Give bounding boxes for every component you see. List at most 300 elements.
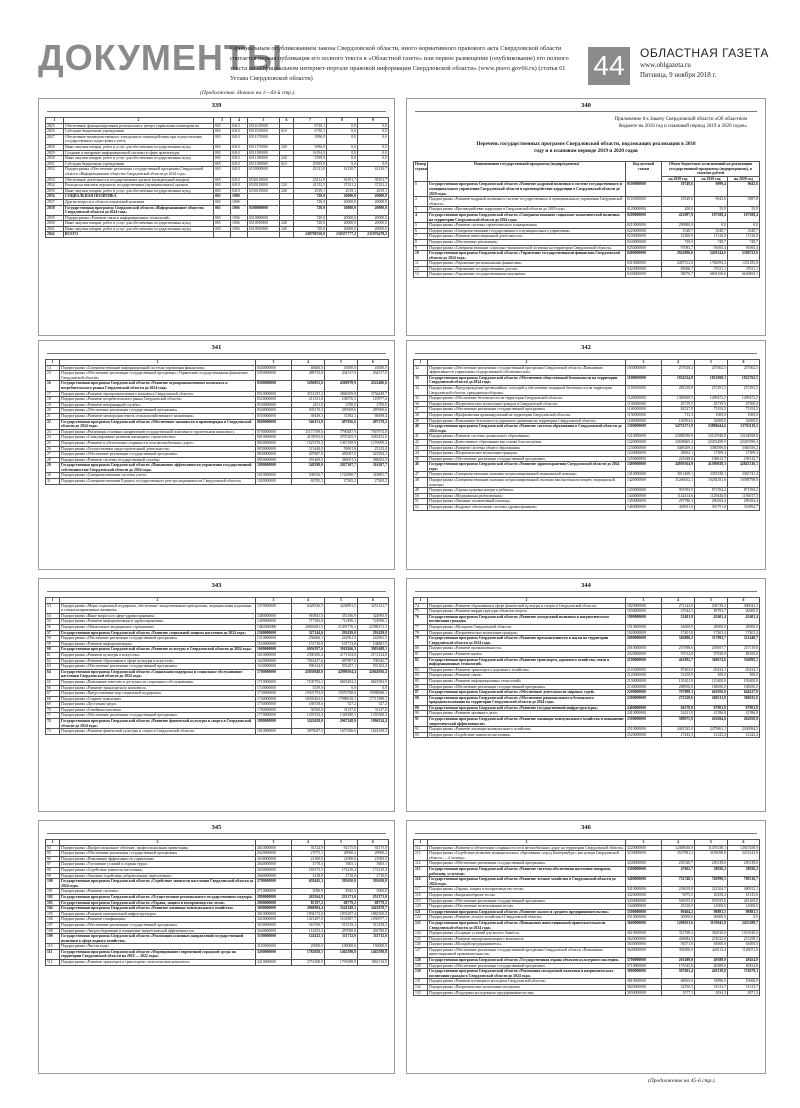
table-cell: 2700,0	[325, 402, 358, 408]
table-cell: 1010000000	[256, 473, 292, 479]
table-cell: 83066,7	[662, 266, 695, 272]
table-body	[414, 598, 760, 738]
table-cell: 1220000000	[626, 439, 662, 445]
table-cell: 1006	[231, 226, 248, 232]
doc-page-339	[38, 98, 395, 336]
table-cell: 9	[414, 245, 428, 251]
table-cell: Подпрограмма «Улучшение условий и охраны труда»	[60, 862, 256, 868]
table-cell: 2620000000	[256, 851, 292, 857]
table-row	[46, 419, 389, 429]
table-cell: Государственная программа Свердловской области «Развитие системы обеспечения населения товарами, работами, услугами»	[428, 866, 626, 876]
table-cell: 104	[46, 906, 60, 912]
table-cell: 2	[428, 360, 626, 366]
table-cell: 1520000000	[256, 641, 292, 647]
table-cell: 0830000000	[256, 446, 292, 452]
table-cell: Подпрограмма «Развитие системы»	[60, 889, 256, 895]
table-cell: 1021497,0	[292, 917, 325, 923]
table-cell: 3400000000	[626, 877, 662, 887]
table-cell: 3620000000	[626, 936, 662, 942]
table-cell: 225048,6	[662, 456, 695, 462]
table-cell: 507635,6	[695, 898, 728, 904]
table-cell: 43	[414, 445, 428, 451]
table-cell: 126	[414, 942, 428, 948]
table-cell: 218618,0	[662, 887, 695, 893]
table-cell: 3355338,1	[695, 472, 728, 478]
table-cell: 123	[414, 920, 428, 930]
table-cell: 68779,2	[325, 900, 358, 906]
table-cell: 0410	[231, 156, 248, 162]
table-cell: 700345,7	[358, 658, 389, 664]
table-cell: 9587,8	[728, 197, 760, 207]
table-row	[46, 603, 389, 613]
table-cell: 18996,0	[695, 979, 728, 985]
table-cell: 151710,6	[292, 641, 325, 647]
table-cell: 64	[46, 669, 60, 679]
table-cell: 0520000000	[256, 397, 292, 403]
table-cell: Иные закупки товаров, работ и услуг для обеспечения государственных нужд	[64, 144, 214, 150]
table-cell: 257002,5	[728, 365, 760, 375]
table-cell: 1882500,0	[358, 911, 389, 917]
table-cell: 32	[414, 365, 428, 375]
table-cell: Подпрограмма «Обеспечение реализации государственной программы»	[428, 898, 626, 904]
table-cell: Подпрограмма «Развитие лесного хозяйства в Свердловской области»	[428, 915, 626, 921]
table-cell: 60	[46, 647, 60, 653]
table-cell: 111712,0	[325, 934, 358, 944]
table-cell: 39191,7	[327, 177, 358, 183]
table-cell: 1822762,5	[728, 375, 760, 385]
table-row	[414, 212, 760, 222]
table-cell: Подпрограмма «Развитие ветеринарной службы»	[60, 402, 256, 408]
table-cell: 38820,2	[728, 866, 760, 876]
table-cell: 1210000000	[626, 434, 662, 440]
table-cell: 3381452,6	[358, 435, 389, 441]
table-cell: Подпрограмма «Охрана, защита и воспроизводство лесов»	[428, 887, 626, 893]
table-cell: 108	[46, 928, 60, 934]
table-row	[46, 949, 389, 959]
table-cell: Государственная программа Свердловской области «Развитие молодежной политики и патриотического воспитания граждан»	[428, 614, 626, 624]
table-cell: 27365,2	[358, 479, 389, 485]
table-cell: 58	[46, 636, 60, 642]
table-cell: 250138,6	[728, 861, 760, 867]
table-cell: Подпрограмма «Развитие потенциала молодежи Свердловской области»	[428, 979, 626, 985]
table-cell: 065	[214, 221, 231, 227]
table-cell: 80	[414, 646, 428, 652]
table-cell: 112	[46, 960, 60, 966]
table-cell: 11316,8	[728, 234, 760, 240]
table-cell: 2827	[46, 134, 64, 144]
table-cell: 1820000000	[626, 603, 662, 609]
table-cell: 2020000000	[626, 651, 662, 657]
table-cell: 6511180000	[248, 161, 280, 167]
table-cell: 1128051,6	[728, 947, 760, 957]
table-cell: 1050977,1	[358, 917, 389, 923]
table-cell: 95	[46, 851, 60, 857]
doc-page-number: 341	[211, 344, 222, 351]
table-cell: 92175,8	[325, 845, 358, 851]
table-cell: Подпрограмма «Осуществление градостроительной деятельности»	[60, 446, 256, 452]
table-cell: 240	[280, 144, 294, 150]
table-cell: 1209023,6	[662, 920, 695, 930]
table-cell: 3230000000	[626, 851, 662, 861]
table-cell	[280, 134, 294, 144]
table-cell: 2830	[46, 156, 64, 162]
table-cell: 51	[414, 499, 428, 505]
table-cell: 21493776,1	[325, 624, 358, 630]
table-cell: 12	[414, 266, 428, 272]
table-cell: 4	[292, 598, 325, 604]
table-cell: СОЦИАЛЬНАЯ ПОЛИТИКА	[64, 194, 214, 200]
table-cell: 31137,0	[325, 707, 358, 713]
table-cell: 240	[280, 226, 294, 232]
table-cell: 591207,1	[325, 664, 358, 670]
table-cell: 497379,2	[358, 419, 389, 429]
table-cell: 2400000000	[626, 705, 662, 711]
table-cell: 32550,5	[662, 985, 695, 991]
table-cell: 1791698,9	[325, 960, 358, 966]
table-cell: 133	[414, 990, 428, 996]
table-cell: 27	[46, 452, 60, 458]
table-cell: 65785,2	[292, 479, 325, 485]
table-cell: Подпрограмма «Управление региональными финансами»	[428, 261, 626, 267]
table-cell: Государственная программа Свердловской области «Развитие государственной инфраструктуры»	[428, 705, 626, 711]
table-cell: 6510910000	[248, 221, 280, 227]
table-cell: 1400000000	[626, 462, 662, 472]
table-cell: 272328,6	[662, 695, 695, 705]
table-cell: 1	[46, 598, 60, 604]
table-cell: Подпрограмма «Обеспечение реализации государственной программы»	[428, 407, 626, 413]
table-cell: 871594,2	[728, 488, 760, 494]
table-cell: 720,0	[294, 194, 327, 200]
table-cell: 28960,2	[358, 851, 389, 857]
table-cell: 1510000000	[256, 636, 292, 642]
table-cell: Государственная программа Свердловской области «Обеспечение общественной безопасности на территории Свердловской области до 2024 года»	[428, 375, 626, 385]
table-cell: 1861116,9	[358, 960, 389, 966]
table-cell: 23125940,8	[695, 434, 728, 440]
table-cell: 497687,0	[292, 452, 325, 458]
table-cell: 2832	[46, 167, 64, 177]
table-cell: 0410	[231, 177, 248, 183]
table-cell: Государственная программа Свердловской области «Развитие жилищно-коммунального хозяйства и повышение энергетической эффективности»	[429, 717, 624, 726]
table-cell: 717383,8	[292, 619, 325, 625]
continuation-note-top: (Продолжение. Начало на 1—43-й стр.).	[200, 90, 296, 96]
table-cell: 47044,5	[662, 609, 695, 615]
table-cell: 2840	[46, 221, 64, 227]
table-cell: 1480000000	[256, 613, 292, 619]
table-cell: 22	[46, 419, 60, 429]
table-cell: 110977,6	[358, 397, 389, 403]
table-row	[46, 167, 389, 177]
table-cell: 065	[214, 167, 231, 177]
table-cell: Другие вопросы в области социальной политики	[64, 199, 214, 205]
table-cell: 68498,4	[358, 413, 389, 419]
table-cell: 128	[414, 958, 428, 964]
table-cell: 41152,5	[294, 183, 327, 189]
table-cell: 6530110000	[248, 188, 280, 194]
table-cell: 6511010000	[248, 129, 280, 135]
table-row	[414, 732, 760, 738]
table-cell: 113440,0	[292, 446, 325, 452]
table-cell: 10294181,6	[695, 478, 728, 488]
table-cell: 3756449,7	[358, 391, 389, 397]
table-cell: 172210,4	[325, 867, 358, 873]
table-cell: 2833	[46, 177, 64, 183]
table-cell: Подпрограмма «Развитие жилищно-коммунального хозяйства»	[428, 727, 626, 733]
table-cell: 6510000000	[248, 215, 280, 221]
table-row	[414, 375, 760, 385]
table-cell: 205697,7	[695, 646, 728, 652]
table-cell: 109	[46, 934, 60, 944]
table-cell: Обеспечение межведомственного электронного взаимодействия при осуществлении государственного кадастрового учета	[64, 134, 214, 144]
table-row	[46, 371, 389, 381]
table-cell: 3220000000	[626, 845, 662, 851]
table-cell: Подпрограмма «Развитие инфраструктуры объектов спорта»	[428, 609, 626, 615]
table-cell: 3243658,0	[292, 719, 325, 729]
table-cell: 42843136,1	[728, 462, 760, 472]
table-cell: 0,0	[695, 223, 728, 229]
table-cell: 37021,1	[695, 266, 728, 272]
table-cell: 0,0	[327, 150, 358, 156]
table-cell: 3030000000	[256, 922, 292, 928]
table-cell: 20000,0	[327, 215, 358, 221]
table-cell: 1904172,6	[292, 911, 325, 917]
table-cell: 2019,1	[327, 188, 358, 194]
table-cell: 6	[728, 840, 760, 846]
table-cell: 25122,0	[358, 446, 389, 452]
table-cell: 3830000000	[626, 990, 662, 996]
table-cell: 1934524,8	[662, 375, 695, 385]
table-cell: Подпрограмма «Повышение безопасности дорожного движения на территории Свердловской области»	[428, 418, 626, 424]
table-cell: 44950364,9	[662, 462, 695, 472]
table-cell: 3	[256, 598, 292, 604]
table-cell: Подпрограмма «Обеспечение реализации государственной программы Свердловской области «Повышение эффективности управления государственной собственностью»	[428, 365, 626, 375]
table-cell: 065	[214, 188, 231, 194]
table-cell: 1450000000	[626, 499, 662, 505]
table-cell: 87	[414, 690, 428, 696]
table-cell: 20000,0	[327, 194, 358, 200]
program-table	[413, 839, 760, 996]
table-cell: 316207,7	[358, 463, 389, 473]
table-cell: 37231,2	[327, 183, 358, 189]
table-cell: 17988618,1	[325, 696, 358, 702]
table-cell: 120	[414, 904, 428, 910]
table-cell: 41210,7	[327, 167, 358, 177]
table-cell: 2700000000	[256, 879, 292, 889]
table-cell: 208950,0	[662, 684, 695, 690]
table-cell: 27075,1	[292, 851, 325, 857]
table-cell: 065	[214, 199, 231, 205]
table-cell: 3380596,0	[695, 445, 728, 451]
table-cell: 79	[414, 636, 428, 646]
table-row	[414, 969, 760, 979]
table-cell: 2455389,7	[728, 920, 760, 930]
table-cell: 9043,6	[695, 197, 728, 207]
table-cell: Подпрограмма «Стимулирование развития жилищного строительства»	[60, 435, 256, 441]
table-cell: 0,0	[728, 915, 760, 921]
table-cell: 3707205,5	[325, 435, 358, 441]
table-cell: 0410	[231, 161, 248, 167]
table-cell: Подпрограмма «Предупреждение чрезвычайных ситуаций и обеспечение пожарной безопасности на территории Свердловской области, гражданская оборона»	[428, 385, 626, 395]
table-cell: 1900000000	[626, 614, 662, 624]
table-cell: 5	[325, 598, 358, 604]
table-cell: 285969,6	[358, 408, 389, 414]
table-cell: 222104,7	[695, 887, 728, 893]
table-cell: 88100,0	[728, 651, 760, 657]
table-cell: Государственная программа Свердловской области «Формирование современной городской среды на территории Свердловской области на 2018 — 2022 годы»	[60, 949, 256, 959]
table-cell: 11	[414, 261, 428, 267]
table-cell: 3	[256, 360, 292, 366]
table-cell: Подпрограмма «Кадровое обеспечение системы здравоохранения»	[428, 505, 626, 511]
table-cell: 20000,0	[327, 221, 358, 227]
table-cell: Субсидии бюджетным учреждениям	[64, 129, 214, 135]
table-cell: 349674,6	[695, 657, 728, 667]
table-cell: Подпрограмма «Содействие развитию муниципального образования «город Екатеринбург» как центра Свердловской области — «Столица»	[428, 851, 626, 861]
table-cell: 21	[46, 413, 60, 419]
table-cell: 211351,8	[292, 397, 325, 403]
table-row	[414, 657, 760, 667]
table-cell: 6500000000	[248, 205, 280, 215]
table-cell: 1910000000	[626, 624, 662, 630]
table-cell: Подпрограмма «Развитие инвестиционной деятельности»	[428, 234, 626, 240]
table-cell: 3000000000	[256, 906, 292, 912]
table-cell: 3010000000	[256, 911, 292, 917]
table-cell: 1140000000	[626, 407, 662, 413]
table-body	[46, 598, 389, 735]
table-cell: 25	[46, 440, 60, 446]
table-cell: 107508,4	[695, 212, 728, 222]
table-cell: 105	[46, 911, 60, 917]
table-cell: 21000,0	[358, 856, 389, 862]
table-cell: 0410	[231, 188, 248, 194]
table-cell: 3778,3	[292, 862, 325, 868]
table-cell: 5599,0	[294, 156, 327, 162]
table-cell: 157045,0	[662, 963, 695, 969]
table-cell: 91	[414, 717, 428, 727]
table-cell: 11171709,6	[292, 429, 325, 435]
table-cell: 73	[46, 729, 60, 735]
table-cell: 5	[695, 360, 728, 366]
table-cell: 66	[46, 685, 60, 691]
table-cell: 20665681,5	[292, 624, 325, 630]
table-cell: 461892,7	[662, 657, 695, 667]
table-cell: 99	[46, 873, 60, 879]
table-cell: 382810,0	[695, 931, 728, 937]
table-cell: Подпрограмма «Развитие связи»	[428, 673, 626, 679]
table-cell: 52000,0	[728, 418, 760, 424]
table-cell: 38576,7	[662, 272, 695, 278]
table-cell: 28	[46, 457, 60, 463]
program-table	[413, 597, 760, 738]
table-row	[414, 636, 760, 646]
table-row	[46, 669, 389, 679]
doc-page-341	[38, 340, 395, 570]
table-cell: 732748,5	[662, 877, 695, 887]
table-cell: 2835	[46, 188, 64, 194]
table-cell: 132	[414, 985, 428, 991]
table-cell: 0,0	[327, 129, 358, 135]
doc-page-345	[38, 820, 395, 1074]
table-cell: 91695,4	[728, 245, 760, 251]
table-cell: 135201,0	[662, 678, 695, 684]
table-cell: 96	[46, 856, 60, 862]
table-cell: 242961,5	[325, 636, 358, 642]
table-cell: Подпрограмма «Совершенствование оказания специализированной медицинской помощи»	[428, 472, 626, 478]
table-cell: 48460,0	[292, 365, 325, 371]
table-cell: 116	[414, 877, 428, 887]
newspaper-url[interactable]: www.oblgazeta.ru	[640, 61, 691, 69]
table-cell: 2834,3	[695, 990, 728, 996]
table-cell: 2871,3	[728, 990, 760, 996]
table-cell: Подпрограмма «Развитие транспорта и дорожного хозяйства»	[428, 667, 626, 673]
table-cell: 11470138,1	[695, 845, 728, 851]
table-cell: 199142,7	[728, 456, 760, 462]
table-cell: Подпрограмма «Создание условий для малого бизнеса»	[428, 931, 626, 937]
table-cell: 1410000000	[626, 472, 662, 478]
list-title: Перечень государственных программ Свердловской области, подлежащих реализации в 2018 году и в плановом периоде 2019 и 2020 годов	[476, 141, 696, 154]
table-cell: 25310,0	[662, 904, 695, 910]
table-cell: 3640000000	[626, 947, 662, 957]
table-cell: 16194,0	[294, 150, 327, 156]
table-cell: 198613,7	[695, 456, 728, 462]
table-cell: 21000,0	[325, 856, 358, 862]
doc-page-340	[406, 98, 766, 336]
table-cell: 251371,0	[325, 894, 358, 900]
table-cell: 1349380,1	[325, 713, 358, 719]
table-cell: 249798350,8	[294, 232, 327, 238]
table-cell: 2100000000	[626, 657, 662, 667]
table-cell: Подпрограмма «Биоразнообразие лесов»	[428, 892, 626, 898]
divider	[47, 833, 386, 834]
table-cell: 43830948,0	[292, 669, 325, 679]
table-cell: 104881,5	[358, 641, 389, 647]
table-cell: Подпрограмма «Патриотическое воспитание граждан»	[428, 451, 626, 457]
table-cell: 0100000000	[626, 182, 662, 197]
table-cell: 1810000000	[256, 729, 292, 735]
table-cell: 200,0	[662, 207, 695, 213]
program-table	[45, 839, 389, 966]
table-cell: 38449,3	[292, 413, 325, 419]
table-cell: 2900000000	[256, 900, 292, 906]
table-cell: 2067348,9	[325, 719, 358, 729]
table-cell: 3200000000	[256, 949, 292, 959]
table-cell: 3410000000	[626, 887, 662, 893]
table-cell: 3810000000	[626, 979, 662, 985]
table-row	[414, 182, 760, 197]
col-header: на 2020 год	[728, 176, 760, 182]
table-cell: 0430000000	[626, 272, 662, 278]
table-cell: 2640000000	[256, 862, 292, 868]
table-cell: 6511180000	[248, 150, 280, 156]
table-cell: 0200000000	[626, 212, 662, 222]
table-cell: 2300000000	[626, 695, 662, 705]
table-row	[414, 365, 760, 375]
table-cell: 5	[695, 598, 728, 604]
table-cell: 20	[46, 408, 60, 414]
table-cell: 242961,5	[358, 636, 389, 642]
table-cell: 97014,8	[662, 651, 695, 657]
table-cell: 31137,0	[358, 707, 389, 713]
table-cell: 287000,0	[325, 928, 358, 934]
table-cell: 57	[46, 630, 60, 636]
table-cell: 91695,4	[695, 245, 728, 251]
table-cell: 2130000000	[626, 678, 662, 684]
table-cell: 63000,0	[728, 942, 760, 948]
table-cell: 26	[46, 446, 60, 452]
table-cell: 22388472,3	[358, 624, 389, 630]
table-cell: 3440000000	[626, 904, 662, 910]
table-cell: 30000,0	[695, 915, 728, 921]
table-cell: 1020000000	[256, 479, 292, 485]
table-cell: 3	[414, 207, 428, 213]
